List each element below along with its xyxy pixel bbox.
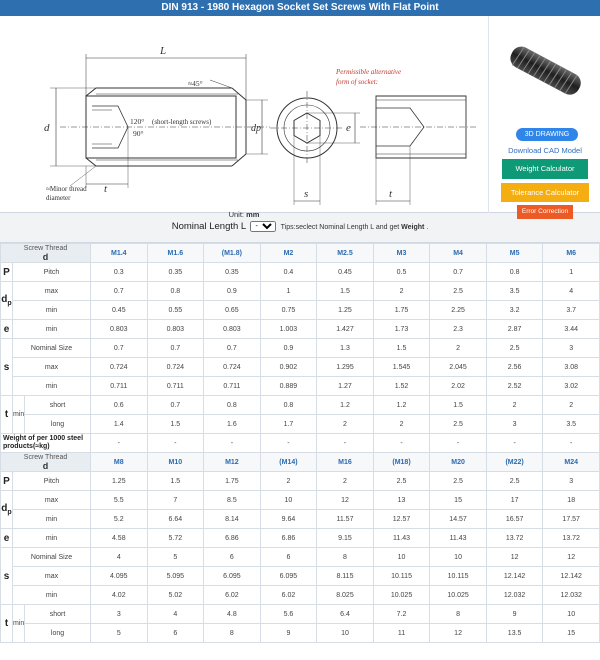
dp-min-value: 12.57 (373, 510, 430, 529)
dp-max-value: 3.5 (486, 282, 543, 301)
t-short-value: 0.7 (147, 396, 204, 415)
long-label: long (25, 624, 91, 643)
t-long-value: 2 (373, 415, 430, 434)
s-nom-value: 5 (147, 548, 204, 567)
thread-size-header: M24 (543, 453, 600, 472)
t-short-value: 1.2 (317, 396, 374, 415)
symbol-e: e (1, 529, 13, 548)
dp-min-value: 6.64 (147, 510, 204, 529)
group2-dp-min-row (1, 510, 600, 529)
short-label: short (25, 396, 91, 415)
group2-e-min-row (1, 529, 600, 548)
s-max-value: 3.08 (543, 358, 600, 377)
s-nom-value: 0.7 (91, 339, 148, 358)
t-long-value: 1.6 (204, 415, 261, 434)
group2-dp-max-row (1, 491, 600, 510)
t-short-value: 10 (543, 605, 600, 624)
e-min-value: 1.003 (260, 320, 317, 339)
thread-size-header: (M18) (373, 453, 430, 472)
short-label: short (25, 605, 91, 624)
dp-min-value: 3.7 (543, 301, 600, 320)
s-max-value: 0.724 (204, 358, 261, 377)
thread-size-header: (M22) (486, 453, 543, 472)
screw-thread-header (1, 453, 91, 472)
minor-thread-label-2: diameter (46, 194, 71, 202)
s-nom-value: 6 (204, 548, 261, 567)
3d-drawing-button[interactable]: 3D DRAWING (516, 128, 578, 141)
thread-size-header: M4 (430, 244, 487, 263)
angle-120-label: 120° (130, 117, 145, 126)
s-max-value: 1.295 (317, 358, 374, 377)
dp-max-value: 0.7 (91, 282, 148, 301)
dp-min-value: 14.57 (430, 510, 487, 529)
screw-thread-label: Screw Thread (23, 245, 68, 252)
screw-thread-symbol: d (42, 461, 49, 471)
nominal-size-label: Nominal Size (13, 339, 91, 358)
dp-min-value: 1.25 (317, 301, 374, 320)
dp-min-value: 11.57 (317, 510, 374, 529)
side-panel (488, 16, 600, 213)
screw-drawing-svg (0, 16, 488, 213)
alt-socket-note-2: form of socket: (336, 78, 378, 86)
group1-pitch-row (1, 263, 600, 282)
weight-value: - (91, 434, 148, 453)
dp-max-value: 7 (147, 491, 204, 510)
e-min-value: 0.803 (147, 320, 204, 339)
pitch-value: 0.35 (204, 263, 261, 282)
dp-min-value: 2.25 (430, 301, 487, 320)
group1-dp-min-row (1, 301, 600, 320)
min-label: min (13, 510, 91, 529)
pitch-value: 2.5 (430, 472, 487, 491)
s-min-value: 8.025 (317, 586, 374, 605)
dim-t-label: t (389, 188, 393, 200)
s-max-value: 5.095 (147, 567, 204, 586)
s-min-value: 3.02 (543, 377, 600, 396)
page-title: DIN 913 - 1980 Hexagon Socket Set Screws With Flat Point (0, 0, 600, 16)
t-long-value: 3 (486, 415, 543, 434)
weight-value: - (543, 434, 600, 453)
thread-size-header: M20 (430, 453, 487, 472)
pitch-value: 1.75 (204, 472, 261, 491)
s-max-value: 12.142 (543, 567, 600, 586)
e-min-value: 1.427 (317, 320, 374, 339)
alt-socket-note: Permissible alternative (336, 68, 402, 76)
e-min-value: 0.803 (91, 320, 148, 339)
t-short-value: 0.8 (260, 396, 317, 415)
e-min-value: 11.43 (373, 529, 430, 548)
s-min-value: 10.025 (373, 586, 430, 605)
e-min-value: 3.44 (543, 320, 600, 339)
symbol-t: t (1, 396, 13, 434)
min-label: min (13, 605, 25, 643)
thread-size-header: (M1.8) (204, 244, 261, 263)
min-label: min (13, 377, 91, 396)
pitch-value: 0.5 (373, 263, 430, 282)
minor-thread-label: ≈Minor thread (46, 185, 87, 193)
e-min-value: 13.72 (543, 529, 600, 548)
dp-max-value: 17 (486, 491, 543, 510)
s-min-value: 2.02 (430, 377, 487, 396)
s-min-value: 12.032 (543, 586, 600, 605)
s-nom-value: 4 (91, 548, 148, 567)
thread-size-header: (M14) (260, 453, 317, 472)
dp-max-value: 5.5 (91, 491, 148, 510)
s-min-value: 0.711 (91, 377, 148, 396)
symbol-s: s (1, 339, 13, 396)
t-long-value: 10 (317, 624, 374, 643)
t-long-value: 11 (373, 624, 430, 643)
s-nom-value: 2.5 (486, 339, 543, 358)
s-max-value: 2.56 (486, 358, 543, 377)
pitch-value: 2.5 (486, 472, 543, 491)
short-length-note: (short-length screws) (152, 118, 212, 126)
nominal-length-label: Nominal Length L (171, 221, 247, 232)
symbol-dp: $d_p$ (1, 282, 13, 320)
s-min-value: 1.27 (317, 377, 374, 396)
pitch-value: 2.5 (373, 472, 430, 491)
weight-label: Weight of per 1000 steel products(≈kg) (1, 434, 91, 453)
thread-size-header: M5 (486, 244, 543, 263)
dp-min-value: 16.57 (486, 510, 543, 529)
e-min-value: 2.3 (430, 320, 487, 339)
dp-max-value: 18 (543, 491, 600, 510)
t-long-value: 1.5 (147, 415, 204, 434)
e-min-value: 6.86 (260, 529, 317, 548)
t-long-value: 15 (543, 624, 600, 643)
weight-value: - (147, 434, 204, 453)
dim-t-main-label: t (104, 183, 108, 195)
group1-e-min-row (1, 320, 600, 339)
s-max-value: 2.045 (430, 358, 487, 377)
s-max-value: 10.115 (430, 567, 487, 586)
s-nom-value: 0.7 (147, 339, 204, 358)
symbol-e: e (1, 320, 13, 339)
min-label: min (13, 586, 91, 605)
pitch-label: Pitch (13, 263, 91, 282)
s-nom-value: 0.7 (204, 339, 261, 358)
group2-t-long-row (1, 624, 600, 643)
min-label: min (13, 529, 91, 548)
t-short-value: 0.6 (91, 396, 148, 415)
unit-label (0, 210, 488, 219)
dim-s-label: s (304, 188, 309, 200)
s-min-value: 10.025 (430, 586, 487, 605)
group2-t-short-row (1, 605, 600, 624)
tip-bold: Weight (401, 224, 425, 231)
s-min-value: 6.02 (260, 586, 317, 605)
weight-value: - (486, 434, 543, 453)
angle-45-label: ≈45° (188, 79, 203, 88)
t-short-value: 4 (147, 605, 204, 624)
t-short-value: 1.2 (373, 396, 430, 415)
t-long-value: 13.5 (486, 624, 543, 643)
t-long-value: 9 (260, 624, 317, 643)
t-long-value: 12 (430, 624, 487, 643)
dp-max-value: 12 (317, 491, 374, 510)
s-min-value: 0.889 (260, 377, 317, 396)
s-max-value: 6.095 (204, 567, 261, 586)
weight-calculator-button[interactable]: Weight Calculator (502, 159, 588, 179)
unit-value: mm (246, 210, 260, 219)
e-min-value: 9.15 (317, 529, 374, 548)
thread-size-header: M12 (204, 453, 261, 472)
s-nom-value: 10 (430, 548, 487, 567)
e-min-value: 5.72 (147, 529, 204, 548)
dp-min-value: 9.64 (260, 510, 317, 529)
min-label: min (13, 396, 25, 434)
group1-s-min-row (1, 377, 600, 396)
pitch-label: Pitch (13, 472, 91, 491)
weight-value: - (260, 434, 317, 453)
t-long-value: 3.5 (543, 415, 600, 434)
dp-min-value: 17.57 (543, 510, 600, 529)
error-correction-button[interactable]: Error Correction (517, 205, 573, 219)
dp-max-value: 15 (430, 491, 487, 510)
s-min-value: 12.032 (486, 586, 543, 605)
dp-max-value: 2.5 (430, 282, 487, 301)
spec-table (0, 243, 600, 643)
dp-min-value: 1.75 (373, 301, 430, 320)
dp-max-value: 1 (260, 282, 317, 301)
dp-min-value: 0.55 (147, 301, 204, 320)
download-cad-link[interactable]: Download CAD Model (508, 146, 582, 155)
pitch-value: 1.5 (147, 472, 204, 491)
thread-size-header: M10 (147, 453, 204, 472)
dp-min-value: 0.75 (260, 301, 317, 320)
s-nom-value: 10 (373, 548, 430, 567)
pitch-value: 1 (543, 263, 600, 282)
t-long-value: 1.7 (260, 415, 317, 434)
thread-size-header: M1.4 (91, 244, 148, 263)
t-long-value: 2 (317, 415, 374, 434)
t-short-value: 6.4 (317, 605, 374, 624)
t-short-value: 2 (543, 396, 600, 415)
dp-min-value: 0.45 (91, 301, 148, 320)
symbol-P: P (1, 263, 13, 282)
t-long-value: 1.4 (91, 415, 148, 434)
thread-size-header: M2.5 (317, 244, 374, 263)
t-short-value: 8 (430, 605, 487, 624)
group1-header-row (1, 244, 600, 263)
thread-size-header: M2 (260, 244, 317, 263)
s-nom-value: 1.5 (373, 339, 430, 358)
t-short-value: 7.2 (373, 605, 430, 624)
dim-dp-label: dp (251, 123, 261, 134)
group2-pitch-row (1, 472, 600, 491)
s-nom-value: 6 (260, 548, 317, 567)
dim-e-label: e (346, 122, 351, 134)
thread-size-header: M8 (91, 453, 148, 472)
dp-min-value: 5.2 (91, 510, 148, 529)
min-label: min (13, 301, 91, 320)
weight-value: - (430, 434, 487, 453)
dp-max-value: 8.5 (204, 491, 261, 510)
t-short-value: 2 (486, 396, 543, 415)
s-nom-value: 8 (317, 548, 374, 567)
symbol-t: t (1, 605, 13, 643)
s-min-value: 4.02 (91, 586, 148, 605)
long-label: long (25, 415, 91, 434)
max-label: max (13, 491, 91, 510)
s-max-value: 10.115 (373, 567, 430, 586)
max-label: max (13, 567, 91, 586)
s-max-value: 1.545 (373, 358, 430, 377)
weight-value: - (204, 434, 261, 453)
screw-3d-thumbnail (501, 42, 591, 102)
dp-max-value: 13 (373, 491, 430, 510)
nominal-length-select[interactable] (250, 221, 276, 232)
dp-max-value: 10 (260, 491, 317, 510)
group1-s-nom-row (1, 339, 600, 358)
t-short-value: 3 (91, 605, 148, 624)
pitch-value: 0.45 (317, 263, 374, 282)
dp-max-value: 1.5 (317, 282, 374, 301)
pitch-value: 2 (317, 472, 374, 491)
group1-dp-max-row (1, 282, 600, 301)
pitch-value: 1.25 (91, 472, 148, 491)
max-label: max (13, 358, 91, 377)
s-min-value: 0.711 (204, 377, 261, 396)
s-nom-value: 0.9 (260, 339, 317, 358)
tip-suffix: . (424, 224, 429, 231)
drawing-section (0, 16, 600, 219)
s-min-value: 6.02 (204, 586, 261, 605)
e-min-value: 4.58 (91, 529, 148, 548)
s-min-value: 5.02 (147, 586, 204, 605)
nominal-size-label: Nominal Size (13, 548, 91, 567)
s-max-value: 8.115 (317, 567, 374, 586)
thread-size-header: M3 (373, 244, 430, 263)
t-short-value: 0.8 (204, 396, 261, 415)
group1-t-short-row (1, 396, 600, 415)
dp-max-value: 0.9 (204, 282, 261, 301)
screw-thread-header (1, 244, 91, 263)
s-min-value: 2.52 (486, 377, 543, 396)
dp-min-value: 8.14 (204, 510, 261, 529)
screw-thread-symbol: d (42, 252, 49, 262)
tip-prefix: Tips:seclect Nominal Length L and get (280, 224, 402, 231)
group1-weight-row (1, 434, 600, 453)
pitch-value: 0.7 (430, 263, 487, 282)
symbol-s: s (1, 548, 13, 605)
pitch-value: 3 (543, 472, 600, 491)
screw-thread-label: Screw Thread (23, 454, 68, 461)
thread-size-header: M1.6 (147, 244, 204, 263)
t-long-value: 6 (147, 624, 204, 643)
unit-label-text: Unit: (228, 210, 244, 219)
angle-90-label: 90° (133, 129, 144, 138)
e-min-value: 0.803 (204, 320, 261, 339)
dp-max-value: 4 (543, 282, 600, 301)
e-min-value: 1.73 (373, 320, 430, 339)
group1-t-long-row (1, 415, 600, 434)
t-long-value: 2.5 (430, 415, 487, 434)
s-max-value: 0.902 (260, 358, 317, 377)
s-nom-value: 2 (430, 339, 487, 358)
tolerance-calculator-button[interactable]: Tolerance Calculator (501, 183, 589, 202)
e-min-value: 13.72 (486, 529, 543, 548)
t-long-value: 5 (91, 624, 148, 643)
dp-min-value: 0.65 (204, 301, 261, 320)
weight-value: - (373, 434, 430, 453)
pitch-value: 0.4 (260, 263, 317, 282)
e-min-value: 6.86 (204, 529, 261, 548)
t-long-value: 8 (204, 624, 261, 643)
pitch-value: 0.3 (91, 263, 148, 282)
s-max-value: 6.095 (260, 567, 317, 586)
s-nom-value: 1.3 (317, 339, 374, 358)
selector-tip (281, 224, 429, 231)
dp-max-value: 0.8 (147, 282, 204, 301)
group1-s-max-row (1, 358, 600, 377)
group2-s-nom-row (1, 548, 600, 567)
symbol-dp: $d_p$ (1, 491, 13, 529)
pitch-value: 0.35 (147, 263, 204, 282)
s-min-value: 0.711 (147, 377, 204, 396)
dp-max-value: 2 (373, 282, 430, 301)
e-min-value: 11.43 (430, 529, 487, 548)
group2-header-row (1, 453, 600, 472)
s-nom-value: 3 (543, 339, 600, 358)
technical-drawing (0, 16, 488, 219)
dim-d-label: d (44, 122, 50, 134)
s-max-value: 12.142 (486, 567, 543, 586)
max-label: max (13, 282, 91, 301)
s-nom-value: 12 (486, 548, 543, 567)
t-short-value: 5.6 (260, 605, 317, 624)
t-short-value: 1.5 (430, 396, 487, 415)
s-max-value: 4.095 (91, 567, 148, 586)
weight-value: - (317, 434, 374, 453)
symbol-P: P (1, 472, 13, 491)
s-max-value: 0.724 (91, 358, 148, 377)
t-short-value: 4.8 (204, 605, 261, 624)
min-label: min (13, 320, 91, 339)
dim-L-label: L (160, 45, 167, 57)
pitch-value: 0.8 (486, 263, 543, 282)
dp-min-value: 3.2 (486, 301, 543, 320)
group2-s-max-row (1, 567, 600, 586)
e-min-value: 2.87 (486, 320, 543, 339)
s-max-value: 0.724 (147, 358, 204, 377)
t-short-value: 9 (486, 605, 543, 624)
thread-size-header: M16 (317, 453, 374, 472)
pitch-value: 2 (260, 472, 317, 491)
s-nom-value: 12 (543, 548, 600, 567)
group2-s-min-row (1, 586, 600, 605)
s-min-value: 1.52 (373, 377, 430, 396)
thread-size-header: M6 (543, 244, 600, 263)
